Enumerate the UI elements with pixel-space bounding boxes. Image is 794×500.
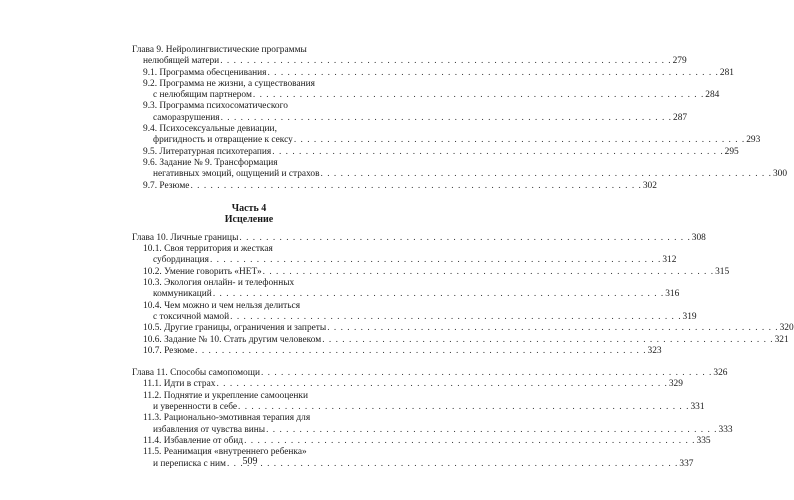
dot-leader bbox=[239, 233, 690, 244]
toc-entry-title-line: и уверенности в себе bbox=[153, 402, 238, 413]
toc-entry-title-line: коммуникаций bbox=[153, 289, 212, 300]
toc-section-entry bbox=[132, 413, 733, 436]
toc-section-entry bbox=[132, 390, 705, 414]
dot-leader bbox=[238, 402, 689, 413]
dot-leader bbox=[213, 289, 664, 300]
dot-leader bbox=[253, 90, 704, 101]
dot-leader bbox=[261, 368, 712, 379]
toc-entry-title-line: субординация bbox=[153, 255, 209, 266]
toc-page-number: 316 bbox=[665, 289, 680, 300]
dot-leader bbox=[220, 56, 671, 67]
toc-page-number: 312 bbox=[662, 255, 677, 266]
toc-page-number: 279 bbox=[672, 56, 687, 67]
toc-entry-title-line: избавления от чувства вины bbox=[153, 424, 266, 435]
toc-page-number: 321 bbox=[774, 334, 789, 345]
toc-page-number: 281 bbox=[719, 67, 734, 78]
toc-entry-title-line: 9.3. Программа психосоматического bbox=[143, 101, 288, 112]
part-title: Исцеление bbox=[224, 214, 274, 226]
toc-section-entry bbox=[132, 323, 794, 334]
dot-leader bbox=[190, 181, 641, 192]
toc-block-chapter-10 bbox=[132, 232, 794, 357]
toc-page-number: 284 bbox=[705, 90, 720, 101]
toc-entry-title-line: 11.2. Поднятие и укрепление самооценки bbox=[143, 390, 309, 401]
toc-page-number: 308 bbox=[691, 232, 706, 243]
toc-entry-title-line: 10.2. Умение говорить «НЕТ» bbox=[143, 266, 262, 277]
toc-section-entry bbox=[132, 78, 720, 102]
toc-section-entry bbox=[132, 124, 761, 147]
toc-entry-title-line: 11.3. Рационально-эмотивная терапия для bbox=[143, 413, 311, 424]
dot-leader bbox=[266, 425, 717, 436]
page-number: 509 bbox=[242, 456, 258, 467]
toc-entry-title-line: 10.6. Задание № 10. Стать другим человеком bbox=[143, 334, 322, 345]
toc-entry-title-line: 9.2. Программа не жизни, а существования bbox=[143, 78, 315, 89]
toc-page-number: 295 bbox=[724, 146, 739, 157]
toc-block-chapter-11 bbox=[132, 368, 733, 470]
toc-section-entry bbox=[132, 266, 730, 278]
toc-entry-title-line: 10.1. Своя территория и жесткая bbox=[143, 244, 273, 255]
dot-leader bbox=[244, 436, 695, 447]
toc-entry-title-line: 10.7. Резюме bbox=[143, 345, 195, 356]
toc-entry-title-line: Глава 9. Нейролингвистические программы bbox=[132, 45, 307, 55]
toc-entry-title-line: 9.4. Психосексуальные девиации, bbox=[143, 124, 277, 135]
toc-chapter-entry bbox=[132, 45, 687, 68]
dot-leader bbox=[230, 312, 681, 323]
toc-section-entry bbox=[132, 278, 680, 301]
toc-entry-title-line: негативных эмоций, ощущений и страхов bbox=[153, 169, 320, 180]
toc-entry-title-line: 9.6. Задание № 9. Трансформация bbox=[143, 157, 278, 168]
toc-page-number: 329 bbox=[668, 379, 683, 390]
toc-page-number: 319 bbox=[682, 311, 697, 322]
toc-page-number: 287 bbox=[673, 112, 688, 123]
toc-page-number: 293 bbox=[746, 135, 761, 146]
toc-section-entry bbox=[132, 334, 789, 346]
toc-entry-title-line: 9.1. Программа обесценивания bbox=[143, 67, 267, 78]
toc-chapter-entry bbox=[132, 368, 728, 379]
toc-entry-title-line: 10.3. Экология онлайн- и телефонных bbox=[143, 278, 295, 289]
toc-section-entry bbox=[132, 244, 677, 267]
toc-entry-title-line: Глава 10. Личные границы bbox=[132, 232, 239, 243]
toc-entry-title-line: 9.5. Литературная психотерапия bbox=[143, 146, 272, 157]
dot-leader bbox=[322, 335, 773, 346]
dot-leader bbox=[272, 147, 723, 158]
toc-entry-title-line: 10.4. Чем можно и чем нельзя делиться bbox=[143, 300, 301, 311]
toc-page-number: 335 bbox=[696, 435, 711, 446]
toc-entry-title-line: Глава 11. Способы самопомощи bbox=[132, 368, 260, 379]
toc-entry-title-line: саморазрушения bbox=[153, 112, 220, 123]
toc-page-number: 333 bbox=[718, 424, 733, 435]
toc-entry-title-line: 11.1. Идти в страх bbox=[143, 379, 216, 390]
toc-page-number: 323 bbox=[647, 345, 662, 356]
toc-entry-title-line: с нелюбящим партнером bbox=[153, 90, 252, 101]
toc-chapter-entry bbox=[132, 232, 706, 244]
dot-leader bbox=[267, 68, 718, 79]
toc-section-entry bbox=[132, 300, 697, 324]
toc-section-entry bbox=[132, 101, 688, 124]
toc-page-number: 300 bbox=[772, 169, 787, 180]
part-number: Часть 4 bbox=[231, 202, 267, 214]
toc-page-number: 315 bbox=[715, 266, 730, 277]
dot-leader bbox=[221, 113, 672, 124]
dot-leader bbox=[327, 323, 778, 334]
toc-entry-title-line: нелюбящей матери bbox=[143, 56, 220, 67]
toc-entry-title-line: 11.5. Реанимация «внутреннего ребенка» bbox=[143, 447, 307, 458]
toc-page-number: 320 bbox=[779, 323, 794, 334]
toc-section-entry bbox=[132, 379, 683, 390]
toc-entry-title-line: 9.7. Резюме bbox=[143, 180, 190, 191]
toc-page-number: 337 bbox=[679, 458, 694, 469]
toc-page-number: 302 bbox=[642, 180, 657, 191]
toc-entry-title-line: и переписка с ним bbox=[153, 458, 226, 469]
toc-section-entry bbox=[132, 435, 711, 447]
toc-entry-title-line: 11.4. Избавление от обид bbox=[143, 435, 244, 446]
toc-entry-title-line: 10.5. Другие границы, ограничения и запреты bbox=[143, 323, 327, 334]
dot-leader bbox=[195, 346, 646, 357]
toc-section-entry bbox=[132, 180, 657, 192]
dot-leader bbox=[294, 135, 745, 146]
toc-page-number: 326 bbox=[713, 368, 728, 379]
dot-leader bbox=[210, 255, 661, 266]
toc-section-entry bbox=[132, 67, 734, 79]
toc-page-number: 331 bbox=[690, 402, 705, 413]
toc-section-entry bbox=[132, 146, 739, 158]
toc-entry-title-line: фригидность и отвращение к сексу bbox=[153, 135, 293, 146]
toc-section-entry bbox=[132, 157, 787, 181]
table-of-contents bbox=[132, 45, 794, 470]
toc-entry-title-line: с токсичной мамой bbox=[153, 311, 230, 322]
dot-leader bbox=[321, 169, 772, 180]
dot-leader bbox=[216, 379, 667, 390]
toc-block-chapter-9 bbox=[132, 45, 787, 192]
dot-leader bbox=[263, 267, 714, 278]
toc-section-entry bbox=[132, 345, 662, 357]
